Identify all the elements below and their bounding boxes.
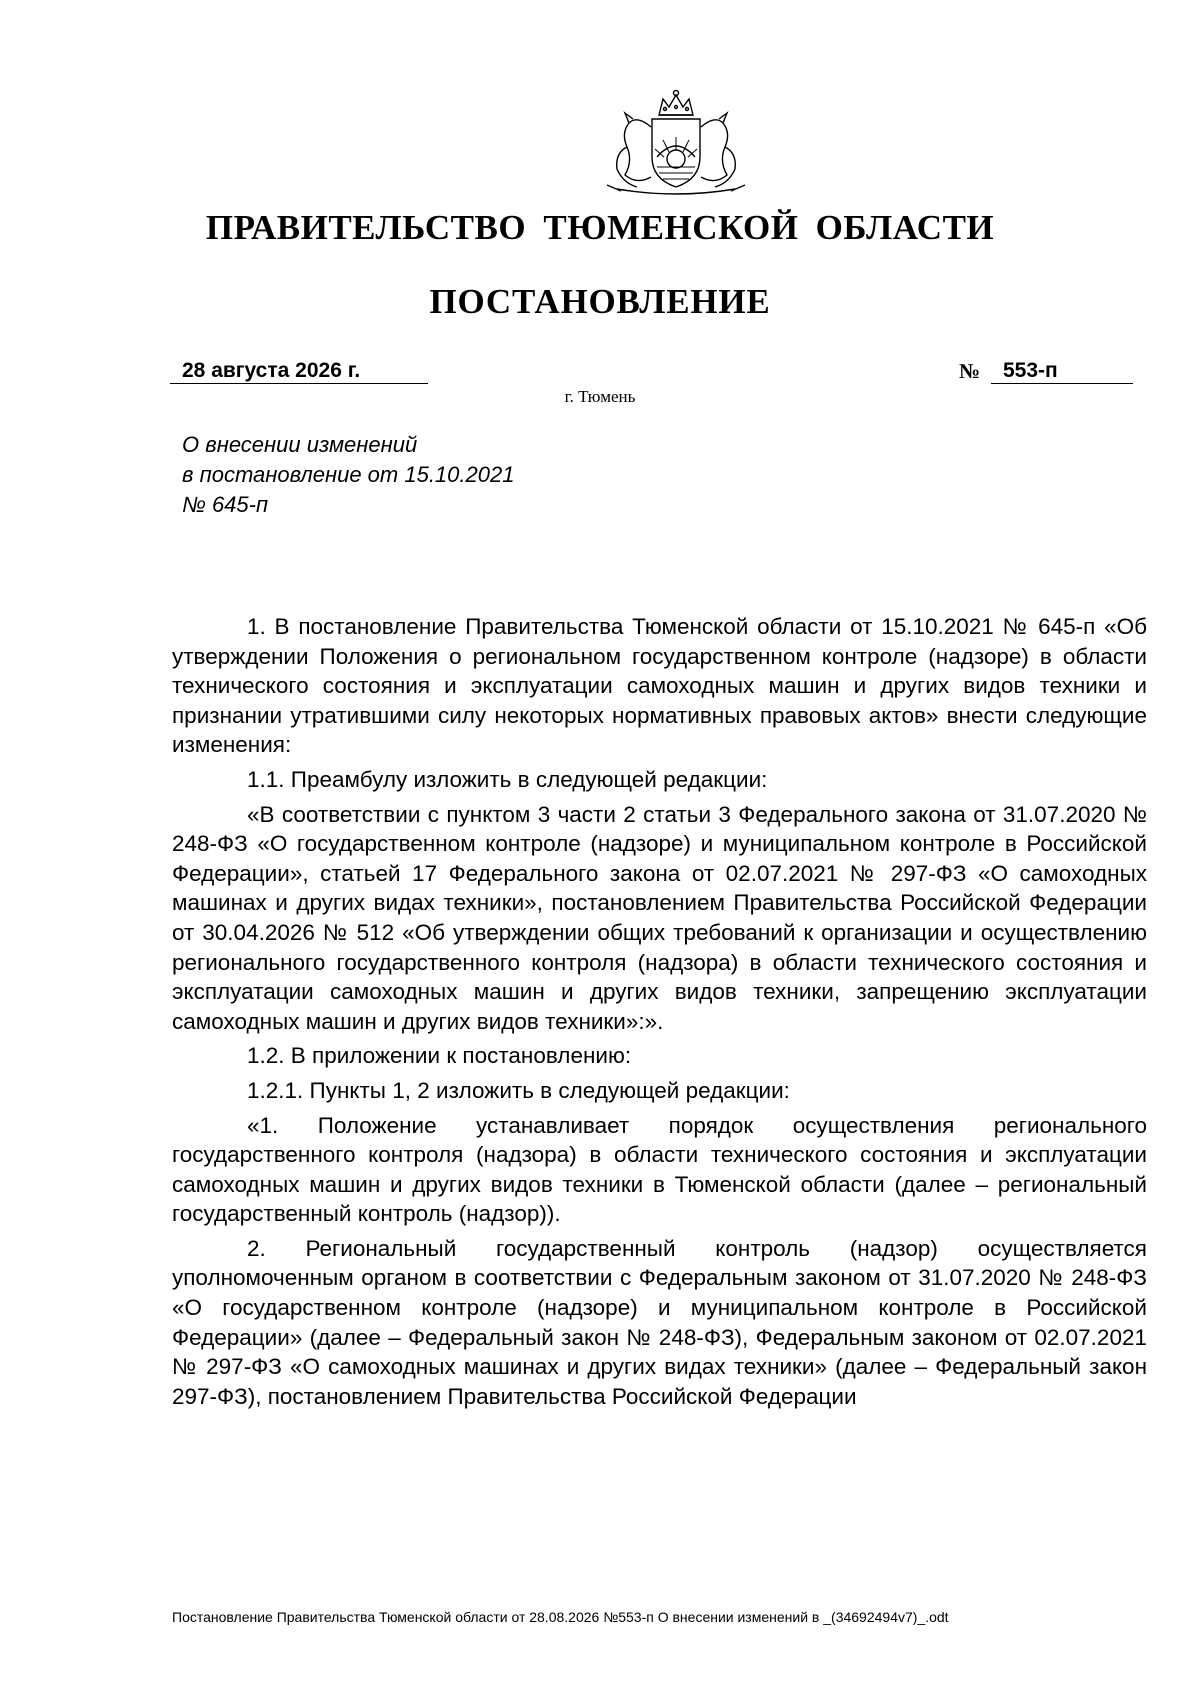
body-paragraph: 1.2.1. Пункты 1, 2 изложить в следующей редакции:: [247, 1077, 790, 1103]
body-paragraph: 1. В постановление Правительства Тюменской области от 15.10.2021 № 645-п «Об утверждении Положения о региональном государственном контроле (надзоре) в области технического состояния и эксплуатации самоходных машин и других видов техники и признании утратившими силу некоторых нормативных правовых актов» внести следующие изменения:: [172, 614, 1147, 758]
document-type: ПОСТАНОВЛЕНИЕ: [429, 282, 771, 321]
document-number: 553-п: [991, 358, 1133, 384]
document-footer: Постановление Правительства Тюменской области от 28.08.2026 №553-п О внесении изменений в _(34692494v7)_.odt: [172, 1609, 949, 1625]
body-paragraph: 2. Региональный государственный контроль (надзор) осуществляется уполномоченным органом в соответствии с Федеральным законом от 31.07.2020 № 248-ФЗ «О государственном контроле (надзоре) и муниципальном контроле в Российской Федерации» (далее – Федеральный закон № 248-ФЗ), Федеральным законом от 02.07.2021 № 297-ФЗ «О самоходных машинах и других видах техники» (далее – Федеральный закон 297-ФЗ), постановлением Правительства Российской Федерации: [172, 1235, 1147, 1409]
document-city: г. Тюмень: [564, 387, 636, 406]
coat-of-arms-icon: [597, 87, 755, 197]
document-subject: [182, 430, 702, 520]
subject-line: № 645-п: [182, 492, 269, 517]
document-body: [172, 612, 1147, 1411]
document-date: 28 августа 2026 г.: [170, 358, 428, 384]
subject-line: О внесении изменений: [182, 432, 418, 457]
subject-line: в постановление от 15.10.2021: [182, 462, 515, 487]
body-paragraph: «В соответствии с пунктом 3 части 2 статьи 3 Федерального закона от 31.07.2020 № 248-ФЗ «О государственном контроле (надзоре) и муниципальном контроле в Российской Федерации», статьей 17 Федерального закона от 02.07.2021 № 297-ФЗ «О самоходных машинах и других видах техники», постановлением Правительства Российской Федерации от 30.04.2026 № 512 «Об утверждении общих требований к организации и осуществлению регионального государственного контроля (надзора) в области технического состояния и эксплуатации самоходных машин и других видов техники, запрещению эксплуатации самоходных машин и других видов техники»:».: [172, 801, 1147, 1034]
body-paragraph: 1.1. Преамбулу изложить в следующей редакции:: [247, 766, 768, 792]
government-title: ПРАВИТЕЛЬСТВО ТЮМЕНСКОЙ ОБЛАСТИ: [205, 208, 995, 247]
body-paragraph: 1.2. В приложении к постановлению:: [247, 1043, 632, 1069]
body-paragraph: «1. Положение устанавливает порядок осуществления регионального государственного контроля (надзора) в области технического состояния и эксплуатации самоходных машин и других видов техники в Тюменской области (далее – региональный государственный контроль (надзор)).: [172, 1112, 1147, 1227]
number-sign: №: [959, 359, 981, 383]
